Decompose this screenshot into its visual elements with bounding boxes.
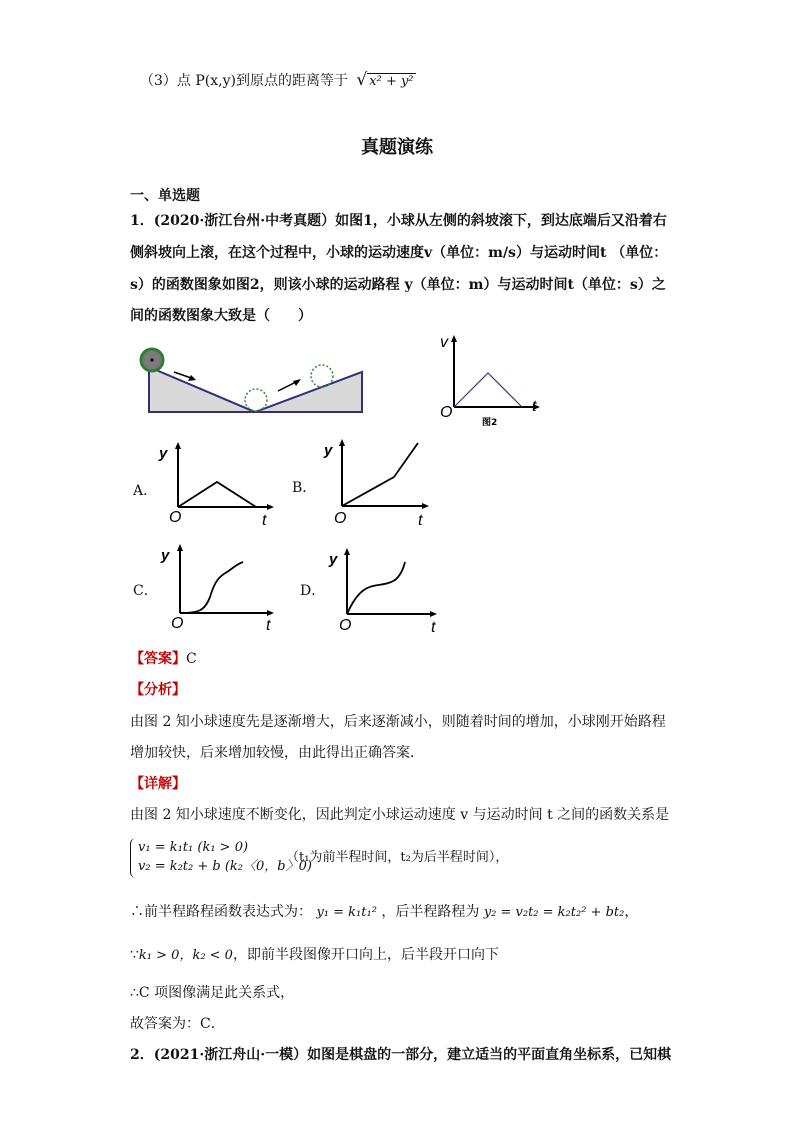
- equation-brace: [130, 838, 137, 878]
- origin-label: O: [169, 509, 182, 526]
- analysis-line-1: 由图 2 知小球速度先是逐渐增大，后来逐渐减小，则随着时间的增加，小球刚开始路程: [130, 714, 666, 730]
- option-d-graph[interactable]: [325, 546, 445, 636]
- origin-label: O: [440, 404, 453, 421]
- equation-2: v₂ = k₂t₂ + b (k₂〈0，b〉0): [138, 859, 312, 874]
- axis-label-v: v: [440, 334, 448, 351]
- option-d-label[interactable]: D．: [300, 583, 326, 599]
- option-b-curve: [342, 443, 418, 506]
- detail-line-3: [130, 902, 638, 923]
- equation-note: （t₁为前半程时间，t₂为后半程时间），: [286, 850, 509, 865]
- axis-label-y: y: [159, 445, 168, 462]
- option-a-curve: [178, 482, 256, 507]
- line3-eq-1: y₁ = k₁t₁²: [316, 905, 377, 920]
- axis-label-y: y: [161, 547, 170, 564]
- analysis-line-2: 增加较快，后来增加较慢，由此得出正确答案．: [130, 745, 424, 761]
- axis-label-y: y: [329, 551, 338, 568]
- arrow-right-up-icon: [293, 379, 301, 386]
- ball-bottom-icon: [245, 389, 267, 411]
- sqrt-radicand: x² + y²: [369, 74, 414, 89]
- figure-2-vt-graph: [420, 333, 550, 433]
- detail-line-4: [130, 945, 499, 966]
- q1-line-2: 侧斜坡向上滚，在这个过程中，小球的运动速度v（单位：m/s）与运动时间t （单位：: [130, 245, 668, 261]
- option-a-graph[interactable]: [155, 440, 285, 530]
- q1-line-1: 1．(2020·浙江台州·中考真题）如图1，小球从左侧的斜坡滚下，到达底端后又沿着右: [130, 213, 667, 229]
- origin-label: O: [334, 510, 347, 527]
- option-c-graph[interactable]: [155, 542, 285, 634]
- line3-text-c: ，: [624, 904, 639, 920]
- line3-eq-2: y₂ = v₂t₂ = k₂t₂² + bt₂: [483, 905, 625, 920]
- analysis-tag: 【分析】: [130, 682, 186, 698]
- answer-tag: 【答案】: [130, 651, 186, 667]
- q1-line-3: s）的函数图象如图2，则该小球的运动路程 y（单位：m）与运动时间t（单位：s）之: [130, 277, 666, 293]
- option-c-label[interactable]: C．: [133, 583, 158, 599]
- origin-label: O: [339, 617, 352, 634]
- sqrt-formula: √ x² + y²: [356, 70, 414, 90]
- detail-line-5: ∴C 项图像满足此关系式，: [130, 985, 295, 1001]
- line4-text-b: ，即前半段图像开口向上，后半段开口向下: [232, 947, 499, 963]
- axis-label-t: t: [418, 512, 423, 529]
- equation-1: v₁ = k₁t₁ (k₁ > 0): [138, 840, 249, 855]
- detail-line-6: 故答案为：C．: [130, 1016, 225, 1032]
- ball-right-icon: [311, 365, 333, 387]
- detail-tag: 【详解】: [130, 776, 186, 792]
- line4-text-a: ∵: [130, 947, 139, 963]
- axis-label-t: t: [532, 398, 537, 415]
- axis-label-t: t: [266, 617, 271, 634]
- origin-label: O: [171, 615, 184, 632]
- q2-line-1: 2．(2021·浙江舟山·一模）如图是棋盘的一部分，建立适当的平面直角坐标系，已知棋: [130, 1047, 672, 1063]
- figure-1-slope: [138, 346, 368, 416]
- axis-label-t: t: [431, 619, 436, 636]
- option-c-curve: [180, 562, 243, 613]
- section-heading: 一、单选题: [130, 188, 200, 204]
- answer-value: C: [186, 651, 197, 667]
- top-line: [140, 70, 416, 92]
- option-b-label[interactable]: B．: [292, 480, 317, 496]
- detail-line-1: 由图 2 知小球速度不断变化，因此判定小球运动速度 v 与运动时间 t 之间的函数关系是: [130, 807, 670, 823]
- vt-curve: [454, 373, 522, 407]
- option-d-curve: [347, 562, 405, 614]
- top-line-prefix: （3）点 P(x,y)到原点的距离等于: [140, 73, 348, 89]
- figure-2-caption: 图2: [482, 418, 498, 428]
- section-title: 真题演练: [361, 137, 433, 158]
- axis-label-y: y: [324, 442, 333, 459]
- answer-line: [130, 649, 197, 669]
- option-a-label[interactable]: A．: [133, 483, 158, 499]
- line3-text-a: ∴前半程路程函数表达式为：: [130, 904, 312, 920]
- axis-label-t: t: [262, 512, 267, 529]
- q1-line-4: 间的函数图象大致是（ ）: [130, 308, 312, 324]
- line4-eq: k₁ > 0，k₂ < 0: [138, 948, 233, 963]
- option-b-graph[interactable]: [320, 437, 440, 529]
- line3-text-b: ，后半程路程为: [381, 904, 480, 920]
